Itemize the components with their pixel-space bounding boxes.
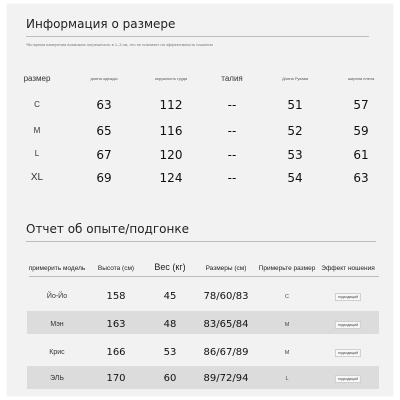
size-label: M xyxy=(33,126,41,135)
cell-shoulder: 63 xyxy=(353,171,369,185)
size-title-divider xyxy=(26,36,369,37)
header-underline xyxy=(29,276,379,277)
cell-sleeve: 54 xyxy=(287,171,303,185)
cell-chest: 124 xyxy=(159,171,183,185)
cell-length: 65 xyxy=(96,124,112,138)
model-name: Мэн xyxy=(50,321,64,328)
effect-tag: подходящий xyxy=(335,349,361,357)
header-waist: талия xyxy=(221,74,243,83)
model-height: 170 xyxy=(106,373,126,384)
cell-waist: -- xyxy=(227,171,237,185)
model-size: M xyxy=(284,322,290,328)
cell-waist: -- xyxy=(227,98,237,112)
cell-shoulder: 57 xyxy=(353,98,369,112)
header-effect: Эффект ношения xyxy=(321,265,375,272)
model-weight: 48 xyxy=(163,319,177,330)
cell-shoulder: 59 xyxy=(353,124,369,138)
size-info-title: Информация о размере xyxy=(26,17,176,31)
cell-chest: 116 xyxy=(159,124,183,138)
model-height: 163 xyxy=(106,319,126,330)
cell-chest: 112 xyxy=(159,98,183,112)
model-height: 158 xyxy=(106,291,126,302)
model-name: Крис xyxy=(49,349,65,356)
model-measurements: 83/65/84 xyxy=(203,319,249,330)
header-sleeve: Длина Рукава xyxy=(282,76,308,81)
header-model: примерить модель xyxy=(28,265,86,272)
header-weight: Вес (кг) xyxy=(154,262,186,272)
effect-tag: подходящий xyxy=(335,321,361,329)
fit-report-title: Отчет об опыте/подгонке xyxy=(26,222,189,236)
cell-waist: -- xyxy=(227,148,237,162)
cell-sleeve: 51 xyxy=(287,98,303,112)
cell-length: 69 xyxy=(96,171,112,185)
header-length: длина одежды xyxy=(90,76,118,81)
effect-tag: подходящий xyxy=(335,375,361,383)
model-weight: 60 xyxy=(163,373,177,384)
model-size: L xyxy=(285,376,289,382)
model-weight: 53 xyxy=(163,347,177,358)
size-chart-page xyxy=(7,4,393,396)
header-size: размер xyxy=(23,74,51,83)
header-shoulder: ширина плеча xyxy=(347,76,375,81)
effect-tag: подходящий xyxy=(335,293,361,301)
size-label: XL xyxy=(30,172,44,183)
header-try-size: Примерьте размер xyxy=(258,265,316,272)
measurement-note: *Во время измерения возможна погрешность в 1–3 см, это не повлияет на эффективность ношения xyxy=(26,42,213,47)
cell-length: 63 xyxy=(96,98,112,112)
header-measurements: Размеры (см) xyxy=(205,265,247,272)
model-weight: 45 xyxy=(163,291,177,302)
size-label: L xyxy=(34,149,40,158)
model-name: ЭЛЬ xyxy=(50,375,64,382)
cell-sleeve: 52 xyxy=(287,124,303,138)
size-label: C xyxy=(34,100,40,109)
cell-length: 67 xyxy=(96,148,112,162)
cell-shoulder: 61 xyxy=(353,148,369,162)
model-measurements: 78/60/83 xyxy=(203,291,249,302)
cell-chest: 120 xyxy=(159,148,183,162)
cell-waist: -- xyxy=(227,124,237,138)
cell-sleeve: 53 xyxy=(287,148,303,162)
model-size: C xyxy=(285,294,289,300)
model-measurements: 89/72/94 xyxy=(203,373,249,384)
header-height: Высота (см) xyxy=(97,265,135,272)
fit-title-divider xyxy=(26,241,376,242)
model-height: 166 xyxy=(106,347,126,358)
header-chest: окружность груди xyxy=(154,76,188,81)
model-measurements: 86/67/89 xyxy=(203,347,249,358)
model-size: M xyxy=(284,350,290,356)
model-name: Йо-Йо xyxy=(46,293,68,300)
